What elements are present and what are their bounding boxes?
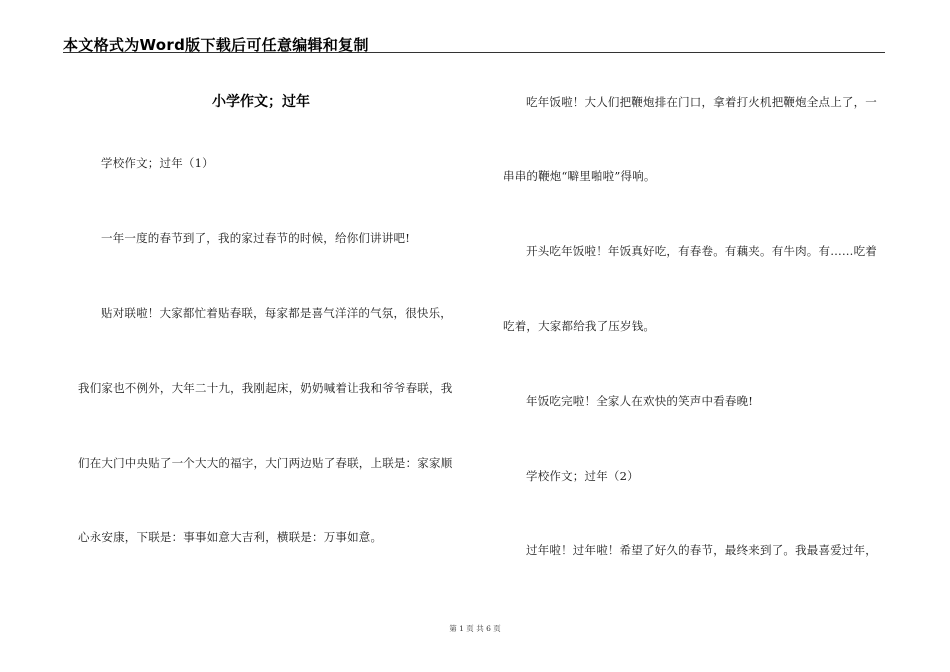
left-line-3: 贴对联啦！大家都忙着贴春联，每家都是喜气洋洋的气氛，很快乐， (101, 306, 452, 320)
right-line-5: 年饭吃完啦！全家人在欢快的笑声中看春晚! (526, 394, 754, 408)
left-line-5: 们在大门中央贴了一个大大的福字，大门两边贴了春联，上联是：家家顺 (78, 456, 453, 470)
left-line-6: 心永安康，下联是：事事如意大吉利，横联是：万事如意。 (78, 530, 383, 544)
right-line-2: 串串的鞭炮“噼里啪啦”得响。 (503, 169, 656, 183)
right-line-7: 过年啦！过年啦！希望了好久的春节，最终来到了。我最喜爱过年， (526, 543, 877, 557)
right-line-6: 学校作文；过年（2） (526, 469, 639, 483)
right-line-1: 吃年饭啦！大人们把鞭炮排在门口，拿着打火机把鞭炮全点上了，一 (526, 95, 877, 109)
download-banner: 本文格式为Word版下载后可任意编辑和复制 (63, 36, 369, 54)
banner-divider (63, 52, 885, 53)
left-line-1: 学校作文；过年（1） (101, 156, 214, 170)
right-line-4: 吃着，大家都给我了压岁钱。 (503, 319, 656, 333)
left-line-4: 我们家也不例外，大年二十九，我刚起床，奶奶喊着让我和爷爷春联，我 (78, 381, 453, 395)
left-line-2: 一年一度的春节到了，我的家过春节的时候，给你们讲讲吧! (101, 231, 411, 245)
right-line-3: 开头吃年饭啦！年饭真好吃，有春卷。有藕夹。有牛肉。有……吃着 (526, 244, 877, 258)
page-footer: 第 1 页 共 6 页 (449, 624, 501, 633)
document-title: 小学作文；过年 (212, 94, 310, 110)
